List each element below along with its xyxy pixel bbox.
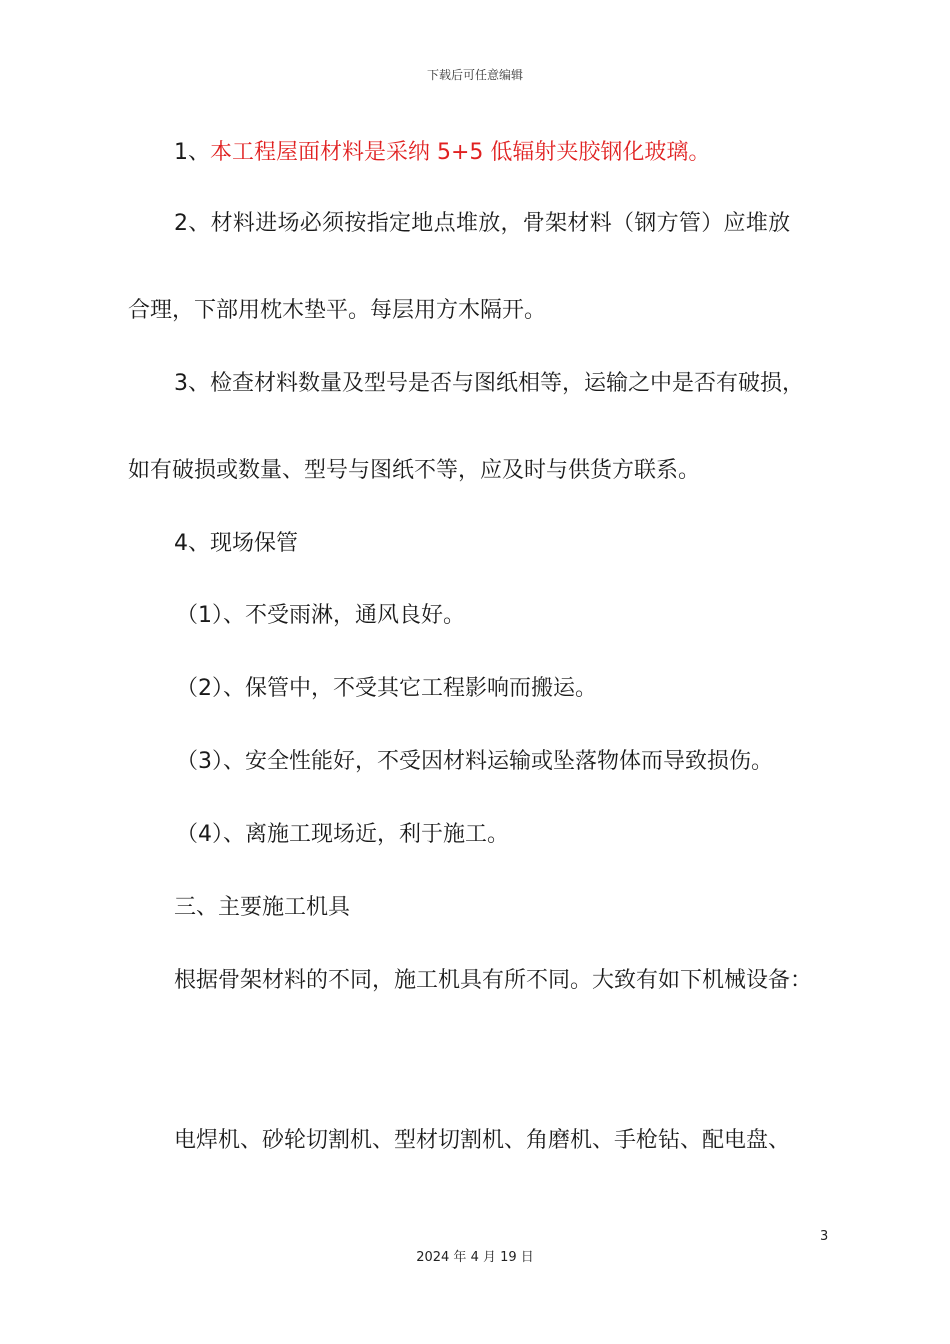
page-header: 下载后可任意编辑 [426,68,523,82]
item-3-line-2: 如有破损或数量、型号与图纸不等，应及时与供货方联系。 [128,458,701,483]
item-4-subitem: （4）、离施工现场近，利于施工。 [176,822,509,847]
item-1-number: 1、 [174,140,210,165]
item-3-line-1: 3、检查材料数量及型号是否与图纸相等，运输之中是否有破损， [174,371,804,396]
section-3-intro: 根据骨架材料的不同，施工机具有所不同。大致有如下机械设备： [174,968,813,993]
item-1 [174,138,710,168]
item-4-title: 4、现场保管 [174,531,298,556]
item-2-line-2: 合理，下部用枕木垫平。每层用方木隔开。 [128,298,547,323]
item-2-line-1: 2、材料进场必须按指定地点堆放，骨架材料（钢方管）应堆放 [174,211,791,236]
item-1-text: 本工程屋面材料是采纳 5+5 低辐射夹胶钢化玻璃。 [210,140,711,165]
footer-date: 2024 年 4 月 19 日 [416,1250,534,1265]
item-4-subitem: （1）、不受雨淋，通风良好。 [176,603,465,628]
item-4-subitem: （2）、保管中，不受其它工程影响而搬运。 [176,676,597,701]
page-number: 3 [820,1229,829,1244]
equipment-list: 电焊机、砂轮切割机、型材切割机、角磨机、手枪钻、配电盘、 [174,1128,791,1153]
item-4-subitem: （3）、安全性能好，不受因材料运输或坠落物体而导致损伤。 [176,749,773,774]
section-3-heading: 三、主要施工机具 [174,895,351,920]
